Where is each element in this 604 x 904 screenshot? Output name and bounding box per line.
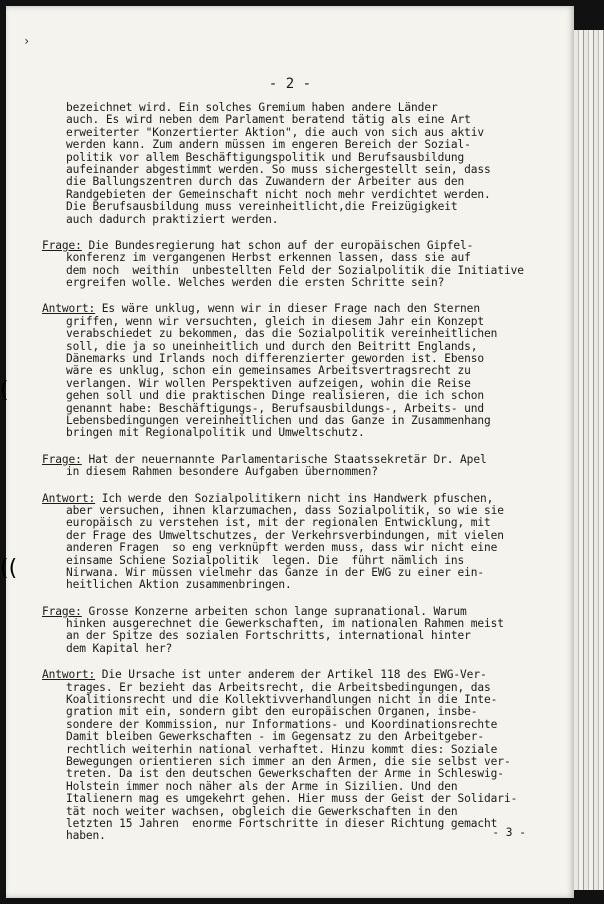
speaker-label: Frage: xyxy=(42,604,82,618)
text-line: Die Bundesregierung hat schon auf der europäischen Gipfel- xyxy=(81,238,474,252)
text-line: Randgebieten der Gemeinschaft nicht noch mehr verdichtet werden. xyxy=(66,187,491,201)
answer-block xyxy=(42,303,574,439)
text-line: erweiterter "Konzertierter Aktion", die auch von sich aus aktiv xyxy=(66,125,485,139)
text-line: Die Berufsausbildung muss vereinheitlicht,die Freizügigkeit xyxy=(66,200,458,214)
text-line: Holstein immer noch näher als der Arme in Sizilien. Und den xyxy=(66,779,458,793)
text-line: ergreifen wolle. Welches werden die ersten Schritte sein? xyxy=(66,276,445,290)
text-line: dem noch weithin unbestellten Feld der Sozialpolitik die Initiative xyxy=(66,263,524,277)
text-line: Lebensbedingungen vereinheitlichen und das Ganze in Zusammenhang xyxy=(66,413,491,427)
text-line: anderen Fragen so eng verknüpft werden muss, dass wir nicht eine xyxy=(66,541,498,555)
text-line: die Ballungszentren durch das Zuwandern der Arbeiter aus den xyxy=(66,175,465,189)
section-first-line xyxy=(42,669,574,681)
speaker-label: Frage: xyxy=(42,238,82,252)
text-line: konferenz im vergangenen Herbst erkennen lassen, dass sie auf xyxy=(66,251,471,265)
speaker-label: Antwort: xyxy=(42,668,96,682)
next-page-marker: - 3 - xyxy=(492,826,526,839)
text-line: Bewegungen orientieren sich immer an den Armen, die sie selbst ver- xyxy=(66,754,511,768)
text-line: Dänemarks und Irlands noch differenzierter geworden ist. Ebenso xyxy=(66,352,485,366)
text-line: haben. xyxy=(66,829,106,843)
text-line: aber versuchen, ihnen klarzumachen, dass Sozialpolitik, so wie sie xyxy=(66,503,504,517)
text-line: Grosse Konzerne arbeiten schon lange supranational. Warum xyxy=(81,604,467,618)
text-line: Italienern mag es umgekehrt gehen. Hier muss der Geist der Solidari- xyxy=(66,792,518,806)
text-line: Hat der neuernannte Parlamentarische Staatssekretär Dr. Apel xyxy=(81,452,487,466)
text-line: werden kann. Zum andern müssen im engeren Bereich der Sozial- xyxy=(66,138,471,152)
text-line: wäre es unklug, schon ein gemeinsames Arbeitsvertragsrecht zu xyxy=(66,364,471,378)
text-line: Damit bleiben Gewerkschaften - im Gegensatz zu den Arbeitgeber- xyxy=(66,730,485,744)
text-line: bringen mit Regionalpolitik und Umweltschutz. xyxy=(66,426,365,440)
text-line: Die Ursache ist unter anderem der Artikel 118 des EWG-Ver- xyxy=(95,668,487,682)
text-line: verabschiedet zu bekommen, das die Sozialpolitik vereinheitlichen xyxy=(66,327,498,341)
text-line: bezeichnet wird. Ein solches Gremium haben andere Länder xyxy=(66,101,438,114)
text-line: aufeinander abgestimmt werden. So muss sichergestellt sein, dass xyxy=(66,162,491,176)
intro-paragraph xyxy=(42,102,574,226)
text-line: genannt habe: Beschäftigungs-, Berufsausbildungs-, Arbeits- und xyxy=(66,401,485,415)
answer-block xyxy=(42,669,574,842)
text-line: europäisch zu verstehen ist, mit der regionalen Entwicklung, mit xyxy=(66,516,491,530)
text-line: Nirwana. Wir müssen vielmehr das Ganze in der EWG zu einer ein- xyxy=(66,565,485,579)
text-line: an der Spitze des sozialen Fortschritts, international hinter xyxy=(66,629,471,643)
text-line: sondere der Kommission, nur Informations- und Koordinationsrechte xyxy=(66,717,498,731)
page-number: - 2 - xyxy=(268,76,312,92)
question-block xyxy=(42,606,574,656)
text-line: einsame Schiene Sozialpolitik legen. Die führt nämlich ins xyxy=(66,553,465,567)
document-page xyxy=(6,6,574,898)
text-line: trages. Er bezieht das Arbeitsrecht, die Arbeitsbedingungen, das xyxy=(66,680,491,694)
punch-hole-mark: ( xyxy=(0,378,9,403)
text-line: treten. Da ist den deutschen Gewerkschaften der Arme in Schleswig- xyxy=(66,767,504,781)
text-line: gration mit ein, sondern gibt den europäischen Organen, insbe- xyxy=(66,705,478,719)
text-line: der Frage des Umweltschutzes, der Verkehrsverbindungen, mit vielen xyxy=(66,528,504,542)
text-line: griffen, wenn wir versuchten, gleich in diesem Jahr ein Konzept xyxy=(66,314,485,328)
text-line: letzten 15 Jahren enorme Fortschritte in dieser Richtung gemacht xyxy=(66,816,498,830)
text-line: in diesem Rahmen besondere Aufgaben übernommen? xyxy=(66,465,378,479)
speaker-label: Frage: xyxy=(42,452,82,466)
text-line: auch dadurch praktiziert werden. xyxy=(66,212,279,226)
text-line: tät noch weiter wachsen, obgleich die Gewerkschaften in den xyxy=(66,804,458,818)
text-line: Es wäre unklug, wenn wir in dieser Frage nach den Sternen xyxy=(95,302,480,316)
text-line: rechtlich weiterhin national verhaftet. Hinzu kommt dies: Soziale xyxy=(66,742,498,756)
punch-hole-mark: (( xyxy=(0,556,18,581)
text-line: soll, die ja so uneinheitlich und durch den Beitritt Englands, xyxy=(66,339,478,353)
margin-mark: › xyxy=(23,34,31,48)
answer-block xyxy=(42,493,574,592)
question-block xyxy=(42,240,574,290)
text-line: heitlichen Aktion zusammenbringen. xyxy=(66,578,292,592)
text-line: verlangen. Wir wollen Perspektiven aufzeigen, wohin die Reise xyxy=(66,376,471,390)
document-body xyxy=(42,102,574,843)
text-line: auch. Es wird neben dem Parlament beratend tätig als eine Art xyxy=(66,113,471,127)
text-line: Koalitionsrecht und die Kollektivverhandlungen nicht in die Inte- xyxy=(66,693,498,707)
interview-sections xyxy=(42,240,574,843)
speaker-label: Antwort: xyxy=(42,302,96,316)
text-line: Ich werde den Sozialpolitikern nicht ins Handwerk pfuschen, xyxy=(95,491,494,505)
section-first-line xyxy=(42,303,574,315)
text-line: politik vor allem Beschäftigungspolitik und Berufsausbildung xyxy=(66,150,465,164)
speaker-label: Antwort: xyxy=(42,491,96,505)
text-line: hinken ausgerechnet die Gewerkschaften, im nationalen Rahmen meist xyxy=(66,617,504,631)
text-line: gehen soll und die praktischen Dinge realisieren, die ich schon xyxy=(66,389,485,403)
question-block xyxy=(42,454,574,479)
page-stack-edge xyxy=(574,30,604,890)
text-line: dem Kapital her? xyxy=(66,641,173,655)
